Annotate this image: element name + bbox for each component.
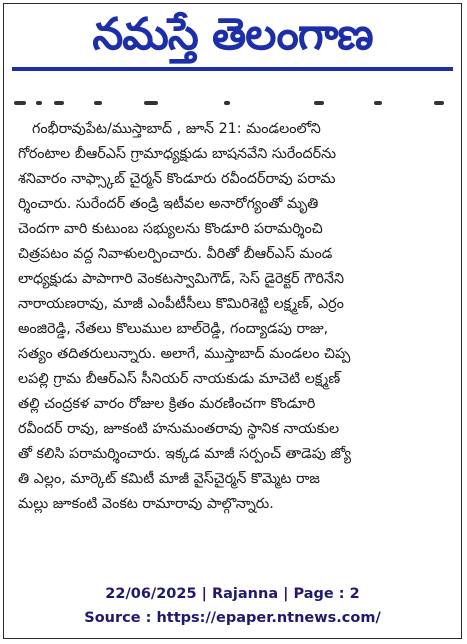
source-link[interactable]: Source : https://epaper.ntnews.com/ [84,610,381,626]
masthead [4,4,461,72]
article-line: గంభీరావుపేట/ముస్తాబాద్ , జూన్ 21: మండలంలోని [32,121,321,137]
article-line: రవీందర్ రావు, జూకంటి హనుమంతరావు స్థానిక నాయకుల [18,421,340,437]
article-line: చెందగా వారి కుటుంబ సభ్యులను కొండూరి పరామర్శించి [18,221,323,237]
article-line: సత్యం తదితరులున్నారు. అలాగే, ముస్తాబాద్ మండలం చిప్ప [18,346,351,362]
masthead-title: నమస్తే తెలంగాణ [92,9,373,60]
clipping-footer [4,582,461,630]
article-line: లపల్లి గ్రామ బీఆర్ఎస్ సీనియర్ నాయకుడు మాచెటి లక్ష్మణ్ [18,371,341,387]
article-line: తో కలిసి పరామర్శించారు. ఇక్కడ మాజీ సర్పంచ్ తాడెపు జ్యో [18,446,351,462]
masthead-underline [12,67,453,71]
article-line: ర్శించారు. సురేందర్ తండ్రి ఇటీవల అనారోగ్యంతో మృతి [18,196,319,212]
article-line: అంజిరెడ్డి, నేతలు కొలుముల బాల్‌రెడ్డి, గంద్యాడపు రాజు, [18,321,329,337]
article-line: లాధ్యక్షుడు పాపాగారి వెంకటస్వామిగౌడ్, సెస్ డైరెక్టర్ గౌరినేని [18,271,345,287]
article-line: మల్లు జూకంటి వెంకట రామారావు పాల్గొన్నారు. [18,496,274,512]
article-line: నారాయణరావు, మాజీ ఎంపీటీసీలు కొమిరిశెట్టి లక్ష్మణ్, ఎర్రం [18,296,344,312]
article-line: శనివారం నాఫ్స్కాబ్ చైర్మన్ కొండూరు రవీందర్‌రావు పరామ [18,171,336,187]
clipping-top-edge [14,98,454,108]
date-edition-page: 22/06/2025 | Rajanna | Page : 2 [105,586,360,602]
article-body [18,117,450,517]
newspaper-clipping [3,3,462,639]
article-line: గోరంటాల బీఆర్ఎస్ గ్రామాధ్యక్షుడు బాషనవేని సురేందర్‌ను [18,146,337,162]
article-line: చిత్రపటం వద్ద నివాళులర్పించారు. వీరితో బీఆర్ఎస్ మండ [18,246,333,262]
article-line: తల్లి చంద్రకళ వారం రోజుల క్రితం మరణించగా కొండూరి [18,396,316,412]
article-line: తి ఎల్లం, మార్కెట్ కమిటీ మాజీ వైస్‌చైర్మన్ కొమ్మెట రాజ [18,471,320,487]
